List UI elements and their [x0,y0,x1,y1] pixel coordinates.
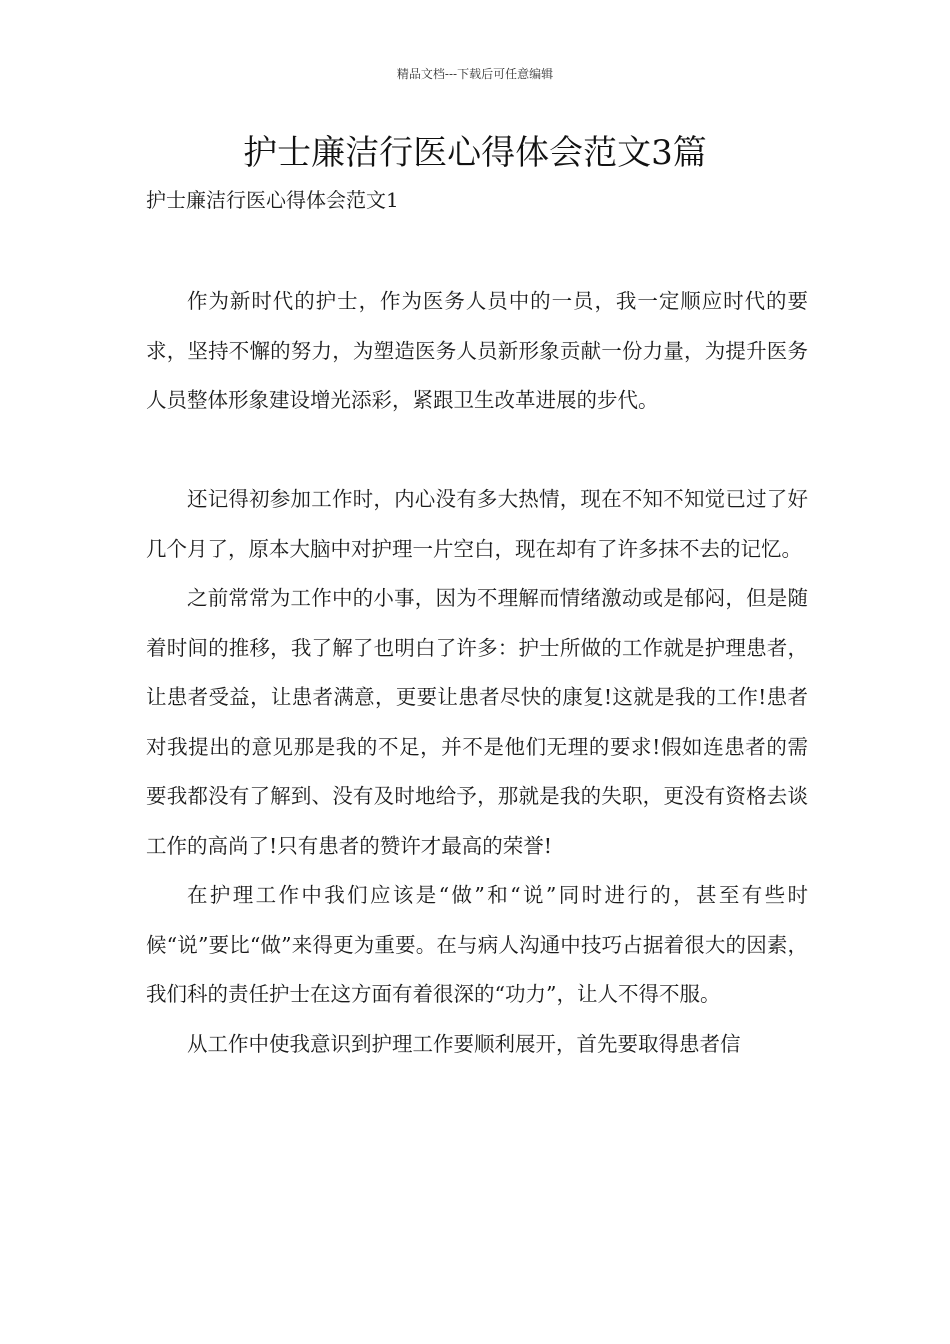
paragraph-1: 作为新时代的护士，作为医务人员中的一员，我一定顺应时代的要求，坚持不懈的努力，为塑造医务人员新形象贡献一份力量，为提升医务人员整体形象建设增光添彩，紧跟卫生改革进展的步代。 [146,289,808,412]
paragraph-5: 从工作中使我意识到护理工作要顺利展开，首先要取得患者信 [187,1031,741,1056]
page-header-note: 精品文档---下载后可任意编辑 [396,67,554,81]
paragraph-3: 之前常常为工作中的小事，因为不理解而情绪激动或是郁闷，但是随着时间的推移，我了解了也明白了许多：护士所做的工作就是护理患者，让患者受益，让患者满意，更要让患者尽快的康复!这就是我的工作!患者对我提出的意见那是我的不足，并不是他们无理的要求!假如连患者的需要我都没有了解到、没有及时地给予，那就是我的失职，更没有资格去谈工作的高尚了!只有患者的赞许才最高的荣誉! [146,586,808,858]
section-title: 护士廉洁行医心得体会范文1 [146,188,399,212]
paragraph-4: 在护理工作中我们应该是“做”和“说”同时进行的，甚至有些时候“说”要比“做”来得更为重要。在与病人沟通中技巧占据着很大的因素，我们科的责任护士在这方面有着很深的“功力”，让人不得不服。 [146,883,808,1006]
intro-block [146,277,808,426]
body-block [146,475,808,1069]
paragraph-2: 还记得初参加工作时，内心没有多大热情，现在不知不知觉已过了好几个月了，原本大脑中对护理一片空白，现在却有了许多抹不去的记忆。 [146,487,808,561]
document-title: 护士廉洁行医心得体会范文3篇 [243,133,707,173]
